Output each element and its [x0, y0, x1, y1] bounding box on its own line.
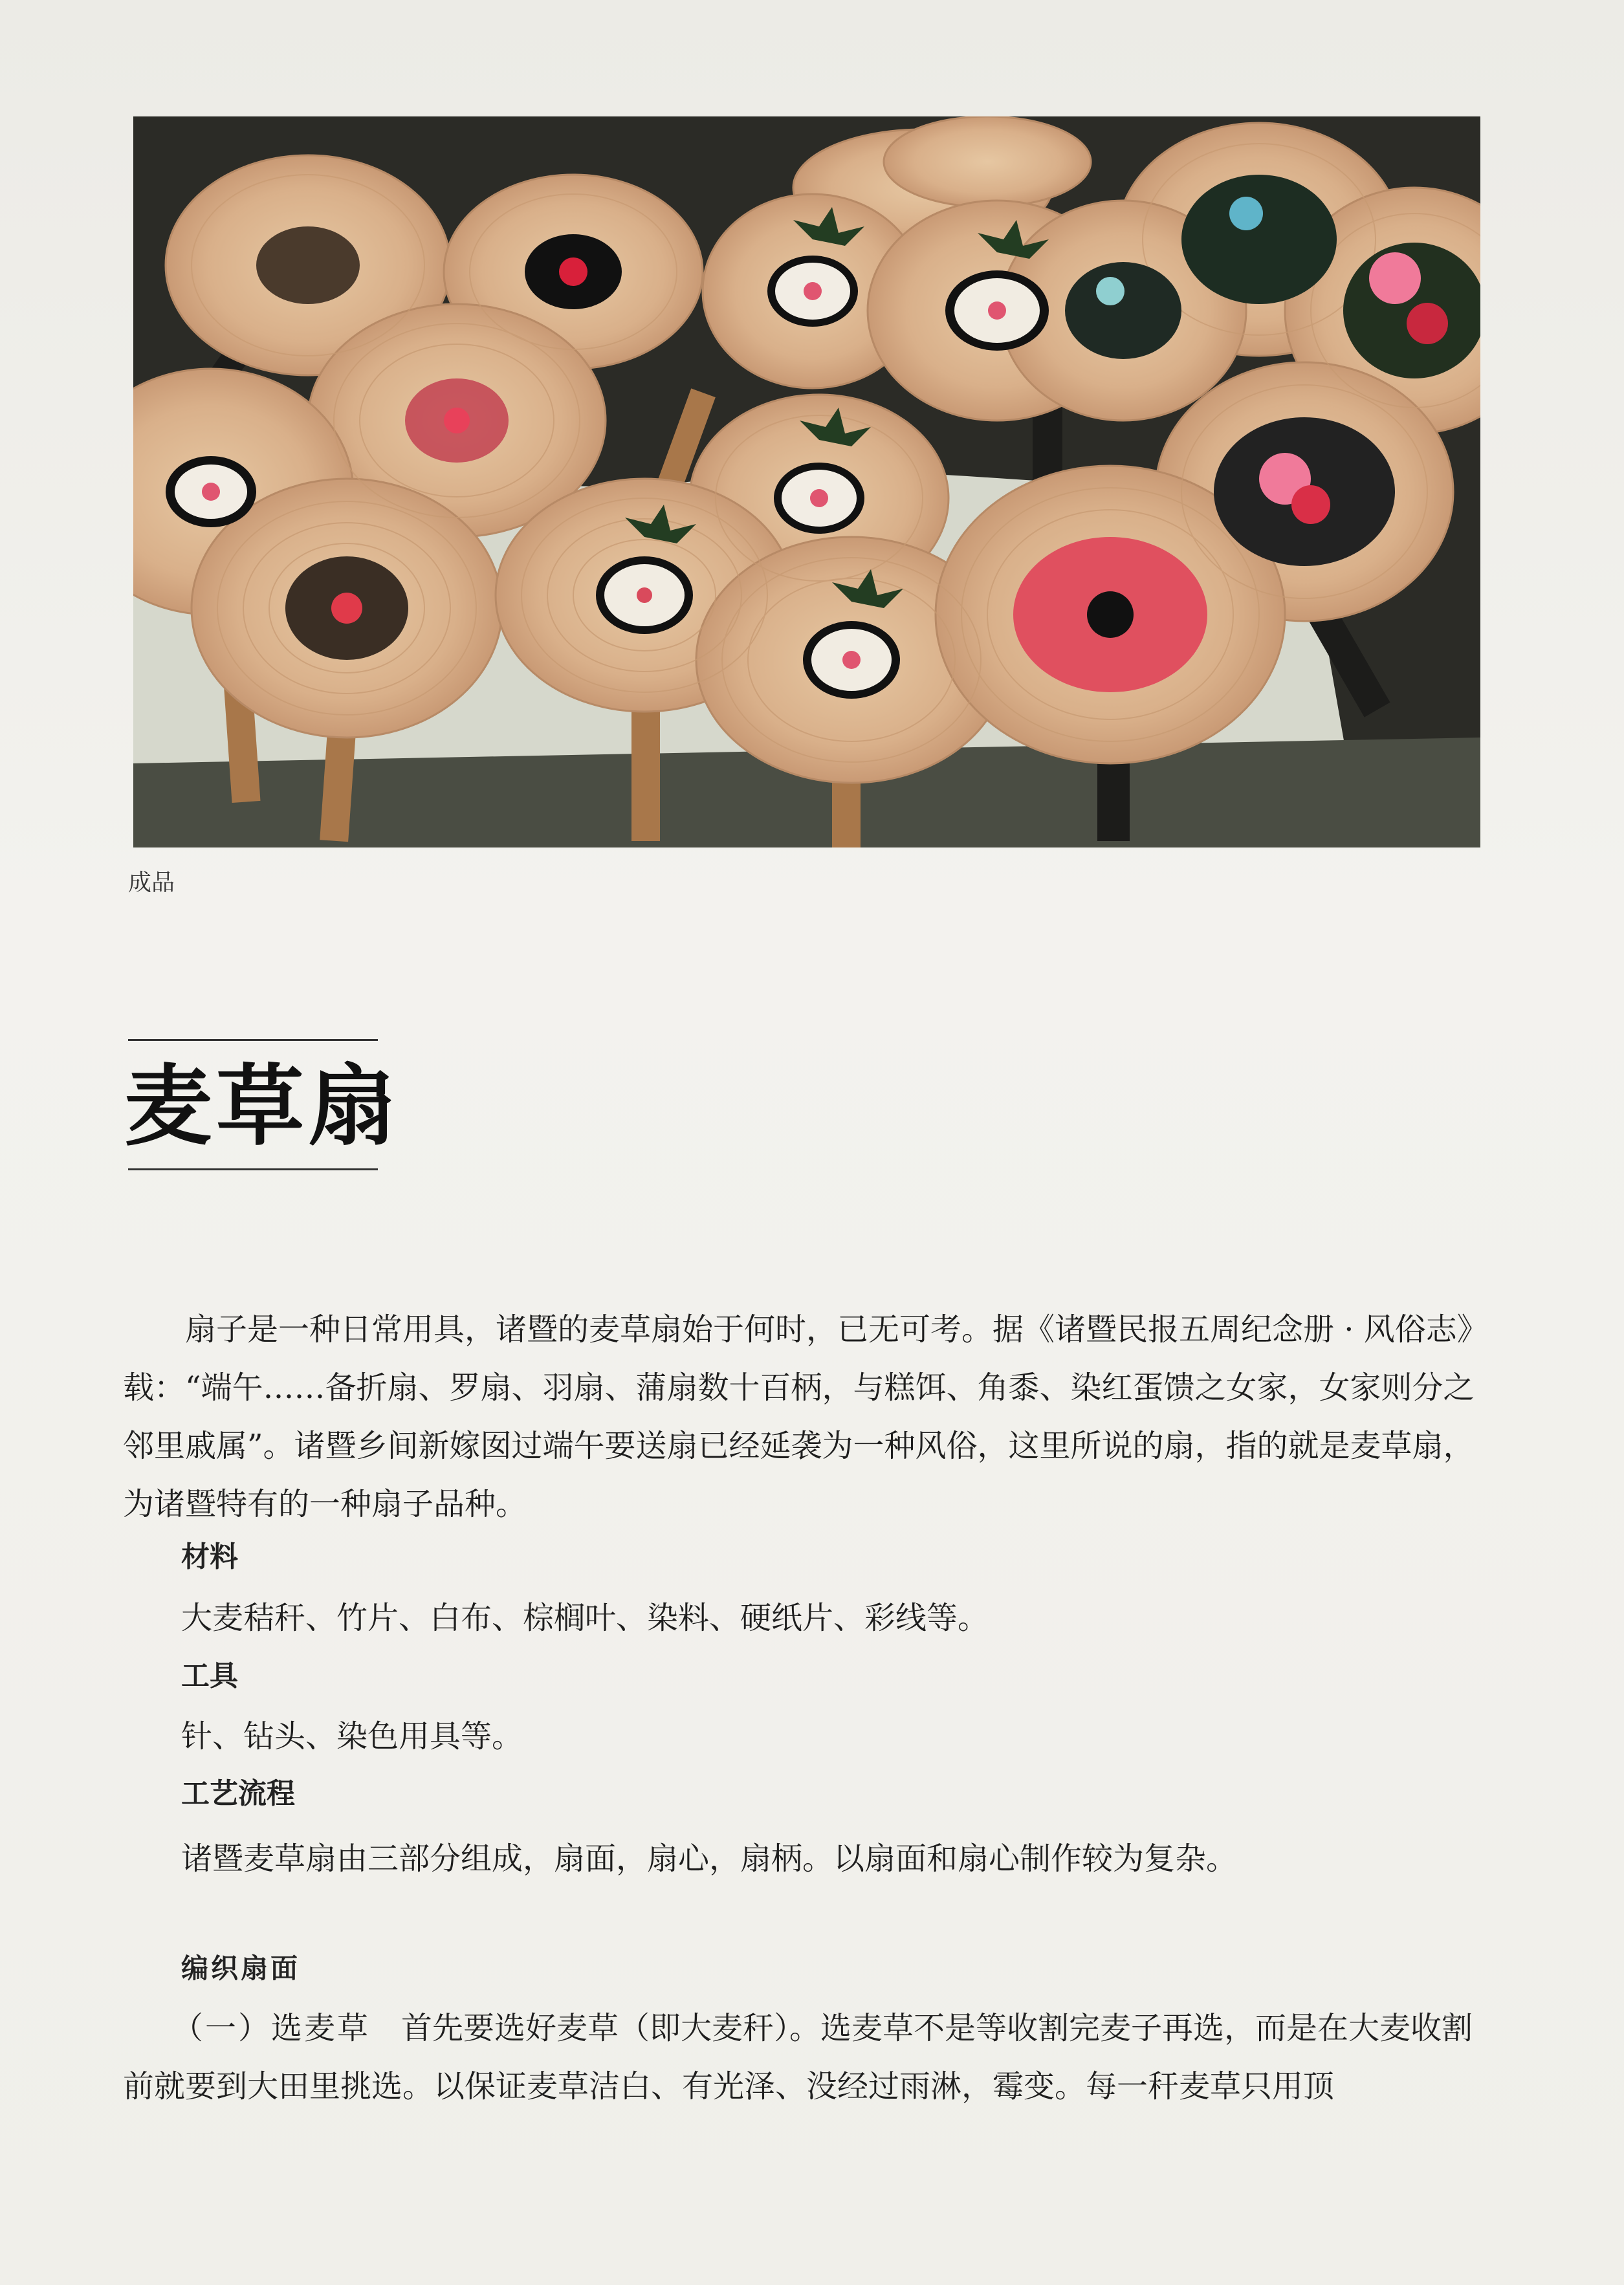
title-rule-bottom — [128, 1168, 378, 1170]
step1-paragraph — [123, 1999, 1475, 2116]
materials-heading: 材料 — [181, 1540, 238, 1573]
materials-text: 大麦秸秆、竹片、白布、棕榈叶、染料、硬纸片、彩线等。 — [181, 1600, 989, 1636]
step1-label: （一）选麦草 — [172, 2010, 371, 2046]
tools-heading: 工具 — [181, 1659, 238, 1692]
title-rule-top — [128, 1039, 378, 1041]
intro-paragraph: 扇子是一种日常用具，诸暨的麦草扇始于何时，已无可考。据《诸暨民报五周纪念册 · 风俗志》载：“端午……备折扇、罗扇、羽扇、蒲扇数十百柄，与糕饵、角黍、染红蛋馈之女家，女家则分之邻里戚属”。诸暨乡间新嫁囡过端午要送扇已经延袭为一种风俗，这里所说的扇，指的就是麦草扇，为诸暨特有的一种扇子品种。 — [123, 1311, 1475, 1522]
weave-heading: 编织扇面 — [181, 1952, 301, 1984]
process-text: 诸暨麦草扇由三部分组成，扇面，扇心，扇柄。以扇面和扇心制作较为复杂。 — [181, 1841, 1238, 1877]
page-title: 麦草扇 — [124, 1055, 400, 1158]
photo-caption: 成品 — [128, 869, 175, 896]
fans-photo — [133, 116, 1480, 847]
tools-text: 针、钻头、染色用具等。 — [181, 1718, 523, 1755]
process-heading: 工艺流程 — [181, 1777, 295, 1810]
step1-text: 首先要选好麦草（即大麦秆）。选麦草不是等收割完麦子再选，而是在大麦收割前就要到大田里挑选。以保证麦草洁白、有光泽、没经过雨淋，霉变。每一秆麦草只用顶 — [123, 2010, 1473, 2105]
